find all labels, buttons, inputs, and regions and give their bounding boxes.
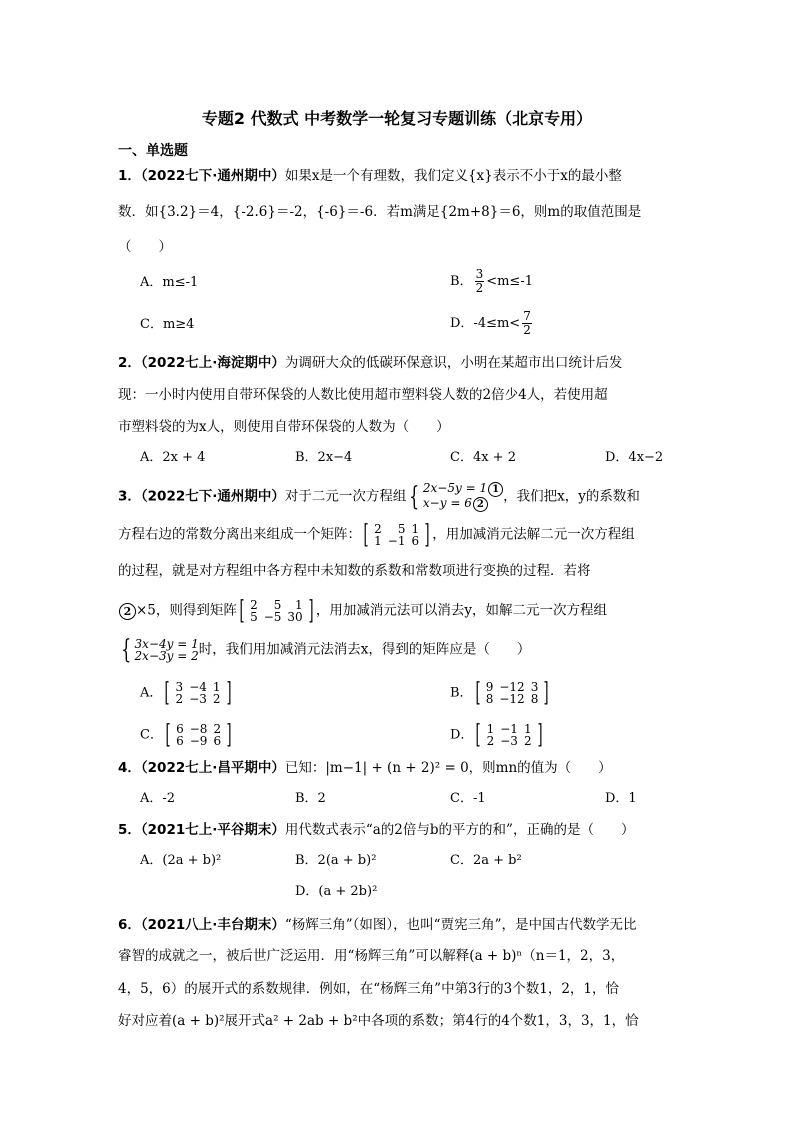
bracket-right: ] [308,596,314,626]
question-3-number: 3． [118,488,141,505]
matrix-m0 [361,522,432,548]
question-5-option-a: A．(2a + b)² [140,853,222,868]
fraction-numerator: 7 [523,309,531,323]
matrix-cell: −8 [189,722,208,736]
fraction-denominator: 2 [475,281,484,295]
matrix-cell: 6 [213,734,222,748]
brace-icon: { [409,482,420,512]
bracket-right: ] [424,520,430,550]
question-4-text: 已知：|m−1| + (n + 2)² = 0，则mn的值为（ ） [284,760,612,776]
equation-2 [423,497,503,512]
matrix-cell: 1 [411,522,420,536]
matrix-cell: −9 [189,734,208,748]
question-5-option-b: B．2(a + b)² [295,853,377,868]
bracket-right: ] [537,720,543,750]
matrix-cell: 8 [530,692,539,706]
question-2-line-1 [118,353,678,373]
matrix-cell: −3 [189,692,207,706]
question-6-text: “杨辉三角”（如图），也叫“贾宪三角”，是中国古代数学无比 [284,917,637,933]
matrix-cell: 1 [486,722,495,736]
question-1-option-b [450,268,533,295]
page-title: 专题2 代数式 中考数学一轮复习专题训练（北京专用） [201,109,593,128]
matrix-cell: 5 [273,598,282,612]
bracket-left: [ [165,720,171,750]
bracket-left: [ [475,720,482,750]
question-3-option-d [450,722,545,748]
matrix-cell: 3 [530,680,539,694]
section-heading: 一、单选题 [118,143,188,159]
question-6-line-2: 睿智的成就之一，被后世广泛运用．用“杨辉三角”可以解释(a + b)ⁿ（n＝1，2，3， [118,948,625,964]
question-3-option-b [450,680,551,706]
question-1-option-a: A．m≤-1 [140,275,199,290]
question-5-line-1 [118,820,678,840]
bracket-right: ] [226,678,232,708]
brace-icon: { [121,635,132,665]
matrix-cell: 2 [523,734,532,748]
matrix-cell: 1 [374,534,382,548]
bracket-left: [ [475,678,481,708]
matrix-option-d [473,722,544,748]
question-3-text: ，用加减消元法可以消去y，如解二元一次方程组 [315,602,607,619]
matrix-cell: 6 [411,534,420,548]
question-3-text: ，用加减消元法解二元一次方程组 [432,526,635,543]
option-label: D． [450,727,474,743]
bracket-left: [ [239,596,245,626]
matrix-cell: −3 [500,734,518,748]
question-3-text: ，我们把x，y的系数和 [503,488,640,505]
matrix-cell: 6 [176,734,184,748]
matrix-cell: 6 [176,722,184,736]
matrix-body [173,723,224,747]
matrix-cell: 2 [374,522,382,536]
matrix-cell: −4 [189,680,207,694]
question-2-option-c: C．4x + 2 [450,450,516,465]
question-6-line-1 [118,915,678,935]
matrix-cell: 2 [175,692,184,706]
question-4-option-b: B．2 [295,791,326,806]
fraction-numerator: 3 [475,267,484,281]
matrix-body [371,523,422,547]
circled-number: 2 [473,497,488,512]
question-4-number: 4． [118,760,141,776]
option-label: B． [450,685,473,701]
option-b-text: <m≤-1 [486,274,533,289]
matrix-cell: 30 [287,610,303,624]
question-3-line-1 [118,482,678,512]
matrix-m1 [237,598,316,624]
question-2-option-b: B．2x−4 [295,450,353,465]
matrix-cell: −5 [263,610,282,624]
matrix-body [483,681,542,705]
question-4-option-a: A．-2 [140,791,176,806]
question-4-option-d: D．1 [605,791,637,806]
question-4-line-1 [118,758,678,778]
matrix-body [484,723,535,747]
equation-1 [423,482,503,497]
question-5-option-c: C．2a + b² [450,853,522,868]
matrix-cell: 5 [250,610,258,624]
equation-system [118,637,199,663]
question-5-text: 用代数式表示“a的2倍与b的平方的和”，正确的是（ ） [284,822,635,838]
matrix-cell: 2 [212,692,221,706]
question-3-text: 时，我们用加减消元法消去x，得到的矩阵应是（ ） [198,641,531,658]
question-1-text: 如果x是一个有理数，我们定义{x}表示不小于x的最小整 [284,168,622,184]
question-6-line-4: 好对应着(a + b)²展开式a² + 2ab + b²中各项的系数；第4行的4个数1，3，3，1，恰 [118,1013,639,1029]
option-b-label: B． [450,274,473,289]
question-6-number: 6． [118,917,141,933]
matrix-cell: 3 [175,680,184,694]
bracket-left: [ [363,520,369,550]
question-2-line-2: 现：一小时内使用自带环保袋的人数比使用超市塑料袋人数的2倍少4人，若使用超 [118,387,608,403]
fraction-denominator: 2 [523,323,531,337]
matrix-cell: 9 [485,680,494,694]
question-2-text: 为调研大众的低碳环保意识，小明在某超市出口统计后发 [284,355,623,371]
option-label: A． [140,685,163,701]
question-5-source: （2021七上·平谷期末） [140,822,285,838]
question-2-number: 2． [118,355,141,371]
equation-text: x−y = 6 [422,496,472,510]
question-2-option-a: A．2x + 4 [140,450,206,465]
matrix-cell: 2 [250,598,258,612]
matrix-cell: 5 [397,522,406,536]
matrix-option-b [473,680,552,706]
matrix-cell: 2 [213,722,222,736]
equation-2: 2x−3y = 2 [134,649,199,663]
question-1-number: 1． [118,168,141,184]
question-3-line-3: 的过程，就是对方程组中各方程中未知数的系数和常数项进行变换的过程．若将 [118,563,591,579]
bracket-right: ] [226,720,232,750]
question-5-option-d: D．(a + 2b)² [295,884,378,899]
question-5-number: 5． [118,822,141,838]
question-1-option-d [450,310,534,337]
question-2-option-d: D．4x−2 [605,450,664,465]
matrix-cell: −1 [500,722,518,736]
fraction [475,268,485,295]
bracket-right: ] [543,678,549,708]
question-3-line-2 [118,522,678,548]
matrix-cell: −12 [499,680,525,694]
fraction [522,310,532,337]
question-1-source: （2022七下·通州期中） [140,168,285,184]
question-3-option-a [140,680,234,706]
matrix-cell: 1 [523,722,532,736]
circled-number: 1 [488,482,503,497]
question-1-line-2: 数．如{3.2}＝4，{-2.6}＝-2，{-6}＝-6．若m满足{2m+8}＝6，则m的取值范围是 [118,204,642,220]
equation-system [406,482,503,512]
question-2-source: （2022七上·海淀期中） [140,355,285,371]
question-1-line-3: （ ） [118,239,172,255]
matrix-body [247,599,306,623]
equation-1: 3x−4y = 1 [134,637,199,651]
matrix-cell: −1 [387,534,406,548]
matrix-cell: −12 [499,692,525,706]
matrix-body [173,681,224,705]
question-3-option-c [140,722,234,748]
question-3-source: （2022七下·通州期中） [140,488,285,505]
matrix-cell: 1 [295,598,303,612]
question-6-line-3: 4，5，6）的展开式的系数规律．例如，在“杨辉三角”中第3行的3个数1，2，1，恰 [118,981,620,997]
equation-list [423,482,503,512]
option-d-text: D．-4≤m< [450,316,521,331]
bracket-left: [ [164,678,171,708]
question-3-text: ×5，则得到矩阵 [136,602,237,619]
question-3-line-5 [118,637,678,663]
matrix-cell: 1 [212,680,221,694]
matrix-cell: 2 [486,734,495,748]
equation-text: 2x−5y = 1 [422,481,488,495]
equation-list [135,638,199,662]
question-1-option-c: C．m≥4 [140,317,195,332]
matrix-option-c [163,722,234,748]
matrix-option-a [162,680,233,706]
question-3-line-4 [118,598,678,624]
question-2-line-3: 市塑料袋的为x人，则使用自带环保袋的人数为（ ） [118,419,450,435]
option-label: C． [140,727,163,743]
question-4-source: （2022七上·昌平期中） [140,760,285,776]
question-1-line-1 [118,166,678,186]
question-6-source: （2021八上·丰台期末） [140,917,285,933]
matrix-cell: 8 [485,692,494,706]
question-3-text: 方程右边的常数分离出来组成一个矩阵： [118,526,361,543]
question-3-text: 对于二元一次方程组 [284,488,407,505]
question-4-option-c: C．-1 [450,791,486,806]
circled-number: 2 [119,603,136,620]
